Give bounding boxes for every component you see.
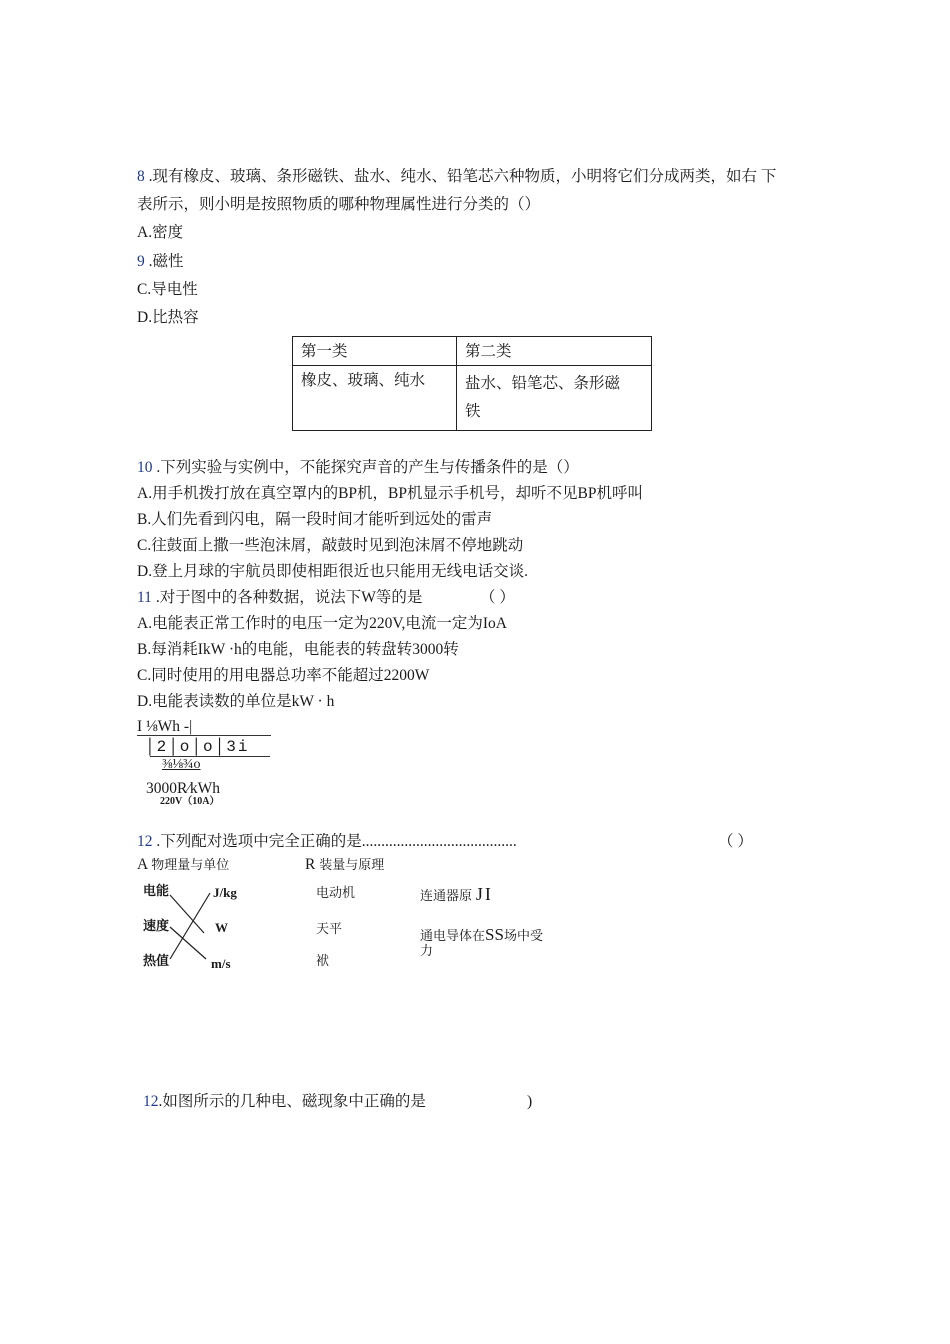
q8-option-a: A.密度: [137, 224, 184, 241]
q8-option-c: C.导电性: [137, 281, 198, 298]
q8-option-b-text: .磁性: [144, 253, 184, 270]
q8-line2: 表所示，则小明是按照物质的哪种物理属性进行分类的（）: [137, 196, 541, 213]
q12a-number: 12: [137, 833, 153, 850]
matching-left-item: 热值: [143, 954, 170, 969]
matching-right-unit: m/s: [211, 956, 231, 971]
table-cell-class2-line2: 铁: [465, 403, 481, 420]
matching-right-unit: W: [215, 920, 228, 935]
q12a-text: .下列配对选项中完全正确的是........................................: [152, 833, 517, 850]
matching-left-item: 速度: [143, 919, 170, 934]
principle-2-continued: 力: [420, 944, 434, 959]
device-item: 天平: [316, 922, 343, 937]
principle-1: [420, 884, 493, 906]
meter-rating: 220V（10A）: [160, 796, 220, 807]
q8-option-b-number: 9: [137, 253, 145, 270]
principle-1-text: 连通器原: [420, 889, 473, 904]
q11-option-d: D.电能表读数的单位是kW · h: [137, 693, 335, 710]
q8-option-d: D.比热容: [137, 309, 199, 326]
q12a-col-r-title: 装量与原理: [319, 858, 385, 873]
q12a-line: [137, 833, 517, 852]
q12a-col-a-title: 物理量与单位: [151, 858, 230, 873]
q10-text: .下列实验与实例中，不能探究声音的产生与传播条件的是（）: [152, 459, 579, 476]
q8-line1: [137, 168, 776, 187]
table-cell-class1: 橡皮、玻璃、纯水: [293, 366, 457, 431]
q10-option-a: A.用手机拨打放在真空罩内的BP机，BP机显示手机号，却听不见BP机呼叫: [137, 485, 643, 502]
device-item: 电动机: [316, 886, 356, 901]
meter-sub: ⅜⅛¾o: [162, 757, 201, 772]
q12a-col-r-heading: [305, 856, 384, 875]
q8-text: .现有橡皮、玻璃、条形磁铁、盐水、纯水、铅笔芯六种物质，小明将它们分成两类，如右 下: [144, 168, 777, 185]
q11-line: [137, 589, 422, 608]
q11-option-a: A.电能表正常工作时的电压一定为220V,电流一定为IoA: [137, 615, 507, 632]
q10-option-b: B.人们先看到闪电，隔一段时间才能听到远处的雷声: [137, 511, 493, 528]
q12b-line: [143, 1093, 426, 1112]
q11-option-b: B.每消耗IkW ·h的电能，电能表的转盘转3000转: [137, 641, 459, 658]
matching-lines: [168, 885, 216, 967]
principle-2-text-b: 场中受: [503, 929, 543, 944]
q8-option-b: [137, 253, 184, 272]
meter-digits: │2│o│o│3i: [145, 738, 250, 756]
q12a-col-a-heading: [137, 856, 229, 875]
matching-right-unit: J/kg: [213, 885, 237, 900]
classification-table: [292, 336, 652, 431]
table-header-class2: 第二类: [457, 337, 652, 366]
table-cell-class2-line1: 盐水、铅笔芯、条形磁: [465, 375, 621, 392]
principle-2: [420, 925, 543, 946]
matching-left-item: 电能: [143, 884, 170, 899]
q12a-col-r-label: R: [305, 856, 316, 873]
q12a-answer-paren: （ ）: [718, 833, 753, 850]
q11-text: .对于图中的各种数据，说法下W等的是: [151, 589, 423, 606]
q11-answer-paren: （ ）: [480, 589, 515, 606]
q10-line: [137, 459, 579, 478]
table-cell-class2: [457, 366, 652, 431]
q8-number: 8: [137, 168, 145, 185]
q10-option-d: D.登上月球的宇航员即使相距很近也只能用无线电话交谈.: [137, 563, 528, 580]
q11-option-c: C.同时使用的用电器总功率不能超过2200W: [137, 667, 430, 684]
table-header-class1: 第一类: [293, 337, 457, 366]
match-line-energy: [170, 895, 204, 933]
q12b-number: 12: [143, 1093, 159, 1110]
principle-2-text-a: 通电导体在: [420, 929, 486, 944]
match-line-heat: [170, 893, 210, 959]
q12b-answer-paren: ): [527, 1093, 533, 1110]
principle-2-glyph: SS: [485, 925, 504, 944]
meter-revolutions: 3000R⁄kWh: [146, 780, 221, 797]
q10-option-c: C.往鼓面上撒一些泡沫屑，敲鼓时见到泡沫屑不停地跳动: [137, 537, 524, 554]
q12b-text: .如图所示的几种电、磁现象中正确的是: [158, 1093, 426, 1110]
device-item: 袱: [316, 954, 330, 969]
principle-1-glyph: JI: [475, 884, 493, 904]
meter-top-line: [137, 735, 271, 736]
q11-number: 11: [137, 589, 152, 606]
q12a-col-a-label: A: [137, 856, 148, 873]
meter-header: I ⅛Wh -|: [137, 718, 193, 735]
q10-number: 10: [137, 459, 153, 476]
match-line-speed: [170, 927, 206, 959]
